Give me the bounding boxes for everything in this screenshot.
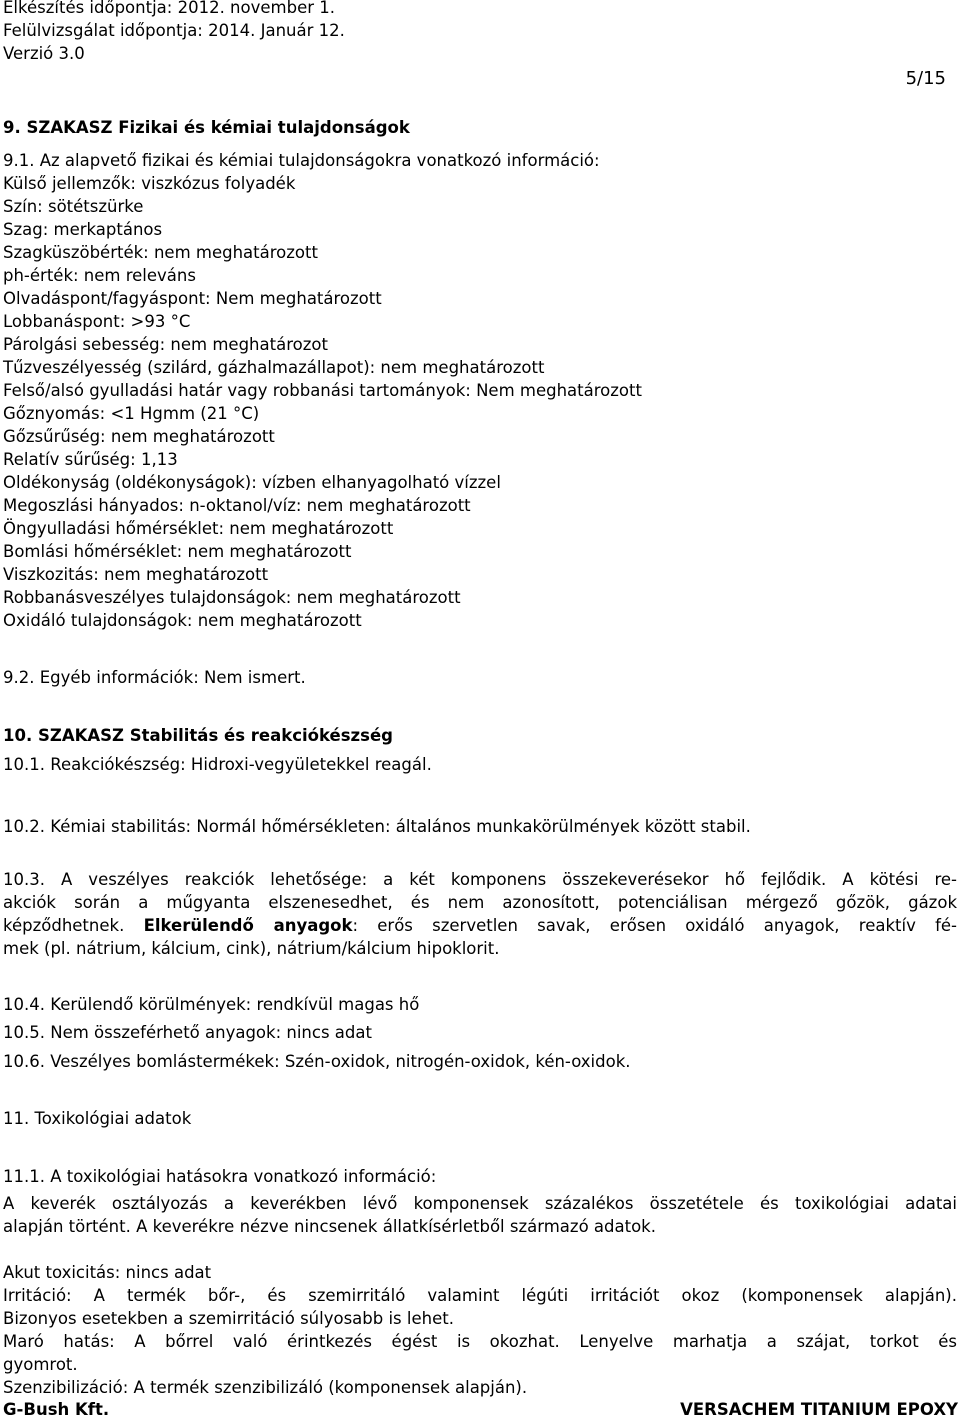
version: Verzió 3.0 (3, 44, 85, 63)
property-line: Lobbanáspont: >93 °C (3, 312, 191, 331)
property-line: Párolgási sebesség: nem meghatározot (3, 335, 328, 354)
created-date: Elkészítés időpontja: 2012. november 1. (3, 0, 335, 17)
text-run: : erős szervetlen savak, erősen oxidáló anyagok, reaktív fé- (352, 916, 957, 935)
property-line: Öngyulladási hőmérséklet: nem meghatározott (3, 519, 394, 538)
property-line: Tűzveszélyesség (szilárd, gázhalmazállapot): nem meghatározott (3, 358, 545, 377)
section-10-6: 10.6. Veszélyes bomlástermékek: Szén-oxidok, nitrogén-oxidok, kén-oxidok. (3, 1052, 631, 1071)
footer-company: G-Bush Kft. (3, 1400, 110, 1419)
paragraph-line: A keverék osztályozás a keverékben lévő komponensek százalékos összetétele és toxikológiai adatai (3, 1194, 957, 1213)
property-line: Robbanásveszélyes tulajdonságok: nem meghatározott (3, 588, 461, 607)
irritation-line: Irritáció: A termék bőr-, és szemirritáló valamint légúti irritációt okoz (komponensek alapján). (3, 1286, 957, 1305)
section-10-3-line (3, 914, 957, 937)
section-9-1-heading: 9.1. Az alapvető fizikai és kémiai tulajdonságokra vonatkozó információ: (3, 151, 600, 170)
property-line: Megoszlási hányados: n-oktanol/víz: nem meghatározott (3, 496, 471, 515)
section-10-5: 10.5. Nem összeférhető anyagok: nincs adat (3, 1023, 372, 1042)
section-10-3-line: 10.3. A veszélyes reakciók lehetősége: a két komponens összekeverésekor hő fejlődik. A kötési re- (3, 870, 957, 889)
corrosion-line: gyomrot. (3, 1355, 78, 1374)
avoid-materials-label: Elkerülendő anyagok (143, 916, 353, 935)
section-10-3-line: mek (pl. nátrium, kálcium, cink), nátrium/kálcium hipoklorit. (3, 939, 500, 958)
footer-product: VERSACHEM TITANIUM EPOXY (680, 1400, 958, 1419)
property-line: Relatív sűrűség: 1,13 (3, 450, 178, 469)
property-line: Szagküszöbérték: nem meghatározott (3, 243, 318, 262)
property-line: Gőznyomás: <1 Hgmm (21 °C) (3, 404, 260, 423)
property-line: Olvadáspont/fagyáspont: Nem meghatározott (3, 289, 382, 308)
acute-toxicity: Akut toxicitás: nincs adat (3, 1263, 212, 1282)
paragraph-line: alapján történt. A keverékre nézve nincsenek állatkísérletből származó adatok. (3, 1217, 656, 1236)
property-line: Külső jellemzők: viszkózus folyadék (3, 174, 296, 193)
property-line: Oxidáló tulajdonságok: nem meghatározott (3, 611, 362, 630)
property-line: Viszkozitás: nem meghatározott (3, 565, 269, 584)
property-line: Szag: merkaptános (3, 220, 163, 239)
section-11-1-heading: 11.1. A toxikológiai hatásokra vonatkozó információ: (3, 1167, 437, 1186)
section-10-title: 10. SZAKASZ Stabilitás és reakciókészség (3, 726, 393, 745)
property-line: Gőzsűrűség: nem meghatározott (3, 427, 275, 446)
section-9-title: 9. SZAKASZ Fizikai és kémiai tulajdonságok (3, 118, 410, 137)
section-10-2: 10.2. Kémiai stabilitás: Normál hőmérsékleten: általános munkakörülmények között stabil. (3, 817, 751, 836)
section-10-1: 10.1. Reakciókészség: Hidroxi-vegyületekkel reagál. (3, 755, 432, 774)
section-10-3-line: akciók során a műgyanta elszenesedhet, és nem azonosított, potenciálisan mérgező gőzök, gázok (3, 893, 957, 912)
property-line: ph-érték: nem releváns (3, 266, 196, 285)
section-11-title: 11. Toxikológiai adatok (3, 1109, 192, 1128)
property-line: Oldékonyság (oldékonyságok): vízben elhanyagolható vízzel (3, 473, 501, 492)
section-9-2: 9.2. Egyéb információk: Nem ismert. (3, 668, 306, 687)
sensitization: Szenzibilizáció: A termék szenzibilizáló (komponensek alapján). (3, 1378, 528, 1397)
property-line: Bomlási hőmérséklet: nem meghatározott (3, 542, 352, 561)
property-line: Felső/alsó gyulladási határ vagy robbanási tartományok: Nem meghatározott (3, 381, 642, 400)
text-run: képződhetnek. (3, 916, 144, 935)
section-10-4: 10.4. Kerülendő körülmények: rendkívül magas hő (3, 995, 420, 1014)
irritation-line: Bizonyos esetekben a szemirritáció súlyosabb is lehet. (3, 1309, 454, 1328)
revised-date: Felülvizsgálat időpontja: 2014. Január 12. (3, 21, 345, 40)
corrosion-line: Maró hatás: A bőrrel való érintkezés égést is okozhat. Lenyelve marhatja a szájat, torkot és (3, 1332, 957, 1351)
page-number: 5/15 (905, 68, 946, 89)
property-line: Szín: sötétszürke (3, 197, 144, 216)
